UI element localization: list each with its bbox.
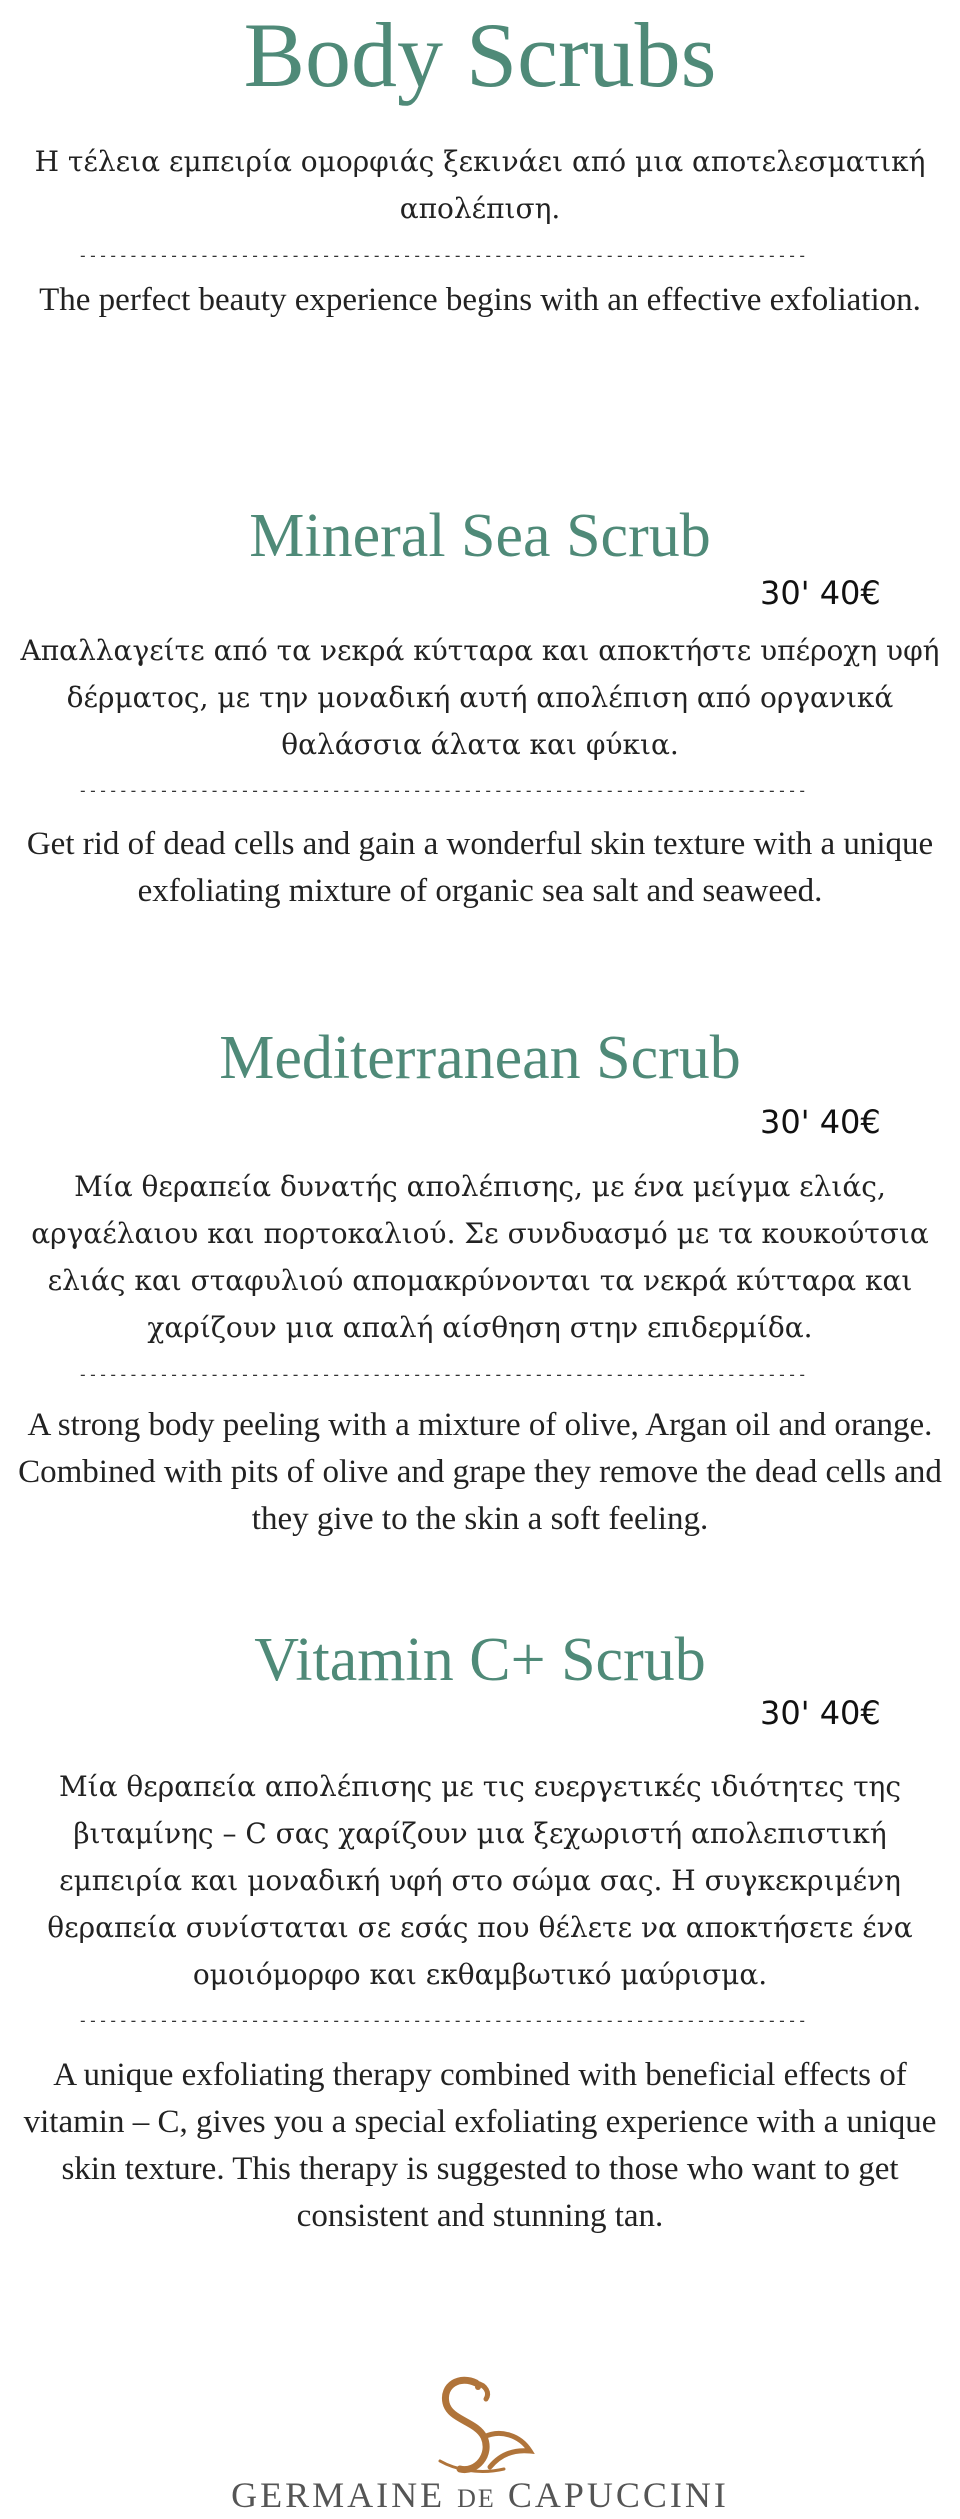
brand-name-small: DE — [457, 2484, 496, 2513]
intro-separator: ------------------------------------------------------------------------ — [78, 246, 808, 265]
treatment-price-vitamin-c: 30' 40€ — [760, 1694, 881, 1732]
brand-name-part2: CAPUCCINI — [507, 2475, 729, 2515]
treatment-greek-mineral: Απαλλαγείτε από τα νεκρά κύτταρα και αποκτήστε υπέροχη υφή δέρματος, με την μοναδική αυτή απολέπιση από οργανικά θαλάσσια άλατα και φύκια. — [20, 634, 940, 761]
treatment-separator-mediterranean: ------------------------------------------------------------------------ — [78, 1365, 808, 1384]
page-title: Body Scrubs — [243, 4, 717, 106]
treatment-english-vitamin-c: A unique exfoliating therapy combined with beneficial effects of vitamin – C, gives you a special exfoliating experience with a unique skin texture. This therapy is suggested to those who want to get consistent and stunning tan. — [23, 2057, 937, 2234]
treatment-english-mineral: Get rid of dead cells and gain a wonderful skin texture with a unique exfoliating mixture of organic sea salt and seaweed. — [26, 826, 934, 909]
treatment-title-vitamin-c: Vitamin C+ Scrub — [254, 1626, 706, 1694]
treatment-title-mineral: Mineral Sea Scrub — [249, 502, 711, 570]
treatment-separator-mineral: ------------------------------------------------------------------------ — [78, 781, 808, 800]
treatment-english-mediterranean: A strong body peeling with a mixture of olive, Argan oil and orange. Combined with pits of olive and grape they remove the dead cells and they give to the skin a soft feeling. — [18, 1407, 942, 1537]
brand-name-part1: GERMAINE — [231, 2475, 446, 2515]
treatment-price-mineral: 30' 40€ — [760, 574, 881, 612]
intro-greek: Η τέλεια εμπειρία ομορφιάς ξεκινάει από μια αποτελεσματική απολέπιση. — [34, 145, 926, 225]
treatment-greek-vitamin-c: Μία θεραπεία απολέπισης με τις ευεργετικές ιδιότητες της βιταμίνης – C σας χαρίζουν μια ξεχωριστή απολεπιστική εμπειρία και μοναδική υφή στο σώμα σας. Η συγκεκριμένη θεραπεία συνίσταται σε εσάς που θέλετε να αποκτήσετε ένα ομοιόμορφο και εκθαμβωτικό μαύρισμα. — [47, 1770, 913, 1991]
brand-name — [0, 2475, 960, 2519]
treatment-title-mediterranean: Mediterranean Scrub — [219, 1024, 741, 1092]
swan-logo-icon — [380, 2365, 580, 2485]
intro-english: The perfect beauty experience begins with an effective exfoliation. — [39, 282, 921, 318]
treatment-greek-mediterranean: Μία θεραπεία δυνατής απολέπισης, με ένα μείγμα ελιάς, αργαέλαιου και πορτοκαλιού. Σε συνδυασμό με τα κουκούτσια ελιάς και σταφυλιού απομακρύνονται τα νεκρά κύτταρα και χαρίζουν μια απαλή αίσθηση στην επιδερμίδα. — [31, 1170, 929, 1344]
treatment-price-mediterranean: 30' 40€ — [760, 1103, 881, 1141]
treatment-separator-vitamin-c: ------------------------------------------------------------------------ — [78, 2011, 808, 2030]
